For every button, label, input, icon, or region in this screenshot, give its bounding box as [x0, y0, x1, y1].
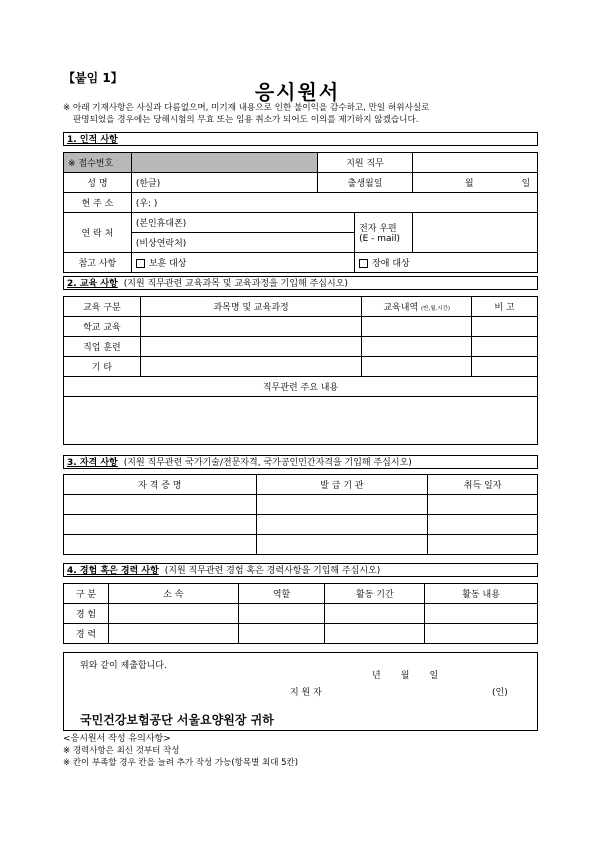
qual-cell[interactable] [256, 495, 428, 515]
edu-header-type: 교육 구분 [64, 297, 141, 317]
qual-cell[interactable] [64, 495, 257, 515]
applicant-label: 지 원 자 [290, 688, 322, 698]
birth-field[interactable] [412, 173, 537, 193]
edu-cell[interactable] [140, 357, 361, 377]
exp-header-content: 활동 내용 [425, 584, 538, 604]
edu-row-label: 직업 훈련 [64, 337, 141, 357]
edu-row-label: 기 타 [64, 357, 141, 377]
section-experience-header [63, 563, 538, 577]
note-item: ※ 칸이 부족할 경우 칸을 늘려 추가 작성 가능(항목별 최대 5칸) [63, 758, 299, 768]
page-title: 응시원서 [254, 80, 341, 104]
exp-header-period: 활동 기간 [325, 584, 425, 604]
edu-cell[interactable] [472, 337, 538, 357]
applied-job-label: 지원 직무 [318, 153, 413, 173]
edu-cell[interactable] [362, 337, 472, 357]
veteran-label: 보훈 대상 [148, 259, 187, 269]
section-title: 1. 인적 사항 [67, 135, 118, 145]
edu-header-note: 비 고 [472, 297, 538, 317]
month-label: 월 [464, 179, 474, 189]
section-title: 2. 교육 사항 [67, 279, 118, 289]
qual-cell[interactable] [256, 535, 428, 555]
exp-cell[interactable] [425, 604, 538, 624]
email-label-2: (E - mail) [359, 234, 401, 244]
closing-box [63, 652, 538, 731]
veteran-option[interactable] [131, 253, 354, 273]
section-subtitle: (지원 직무관련 경험 혹은 경력사항을 기입해 주십시오) [164, 566, 381, 576]
name-field[interactable] [131, 173, 317, 193]
section-subtitle: (지원 직무관련 국가기술/전문자격, 국가공인민간자격을 기입해 주십시오) [123, 458, 412, 468]
organization-name: 국민건강보험공단 서울요양원장 귀하 [80, 713, 274, 727]
exp-header-org: 소 속 [108, 584, 238, 604]
address-hint: (우: ) [135, 199, 158, 209]
edu-cell[interactable] [140, 317, 361, 337]
edu-cell[interactable] [362, 357, 472, 377]
exp-cell[interactable] [238, 624, 325, 644]
notice-text [63, 102, 543, 126]
personal-info-table [63, 152, 538, 273]
name-label: 성 명 [64, 173, 132, 193]
section-qualification-header [63, 455, 538, 469]
exp-header-type: 구 분 [64, 584, 109, 604]
edu-cell[interactable] [472, 317, 538, 337]
edu-header-course: 과목명 및 교육과정 [140, 297, 361, 317]
edu-cell[interactable] [140, 337, 361, 357]
qualification-table [63, 474, 538, 555]
exp-cell[interactable] [238, 604, 325, 624]
qual-header-date: 취득 일자 [428, 475, 538, 495]
birth-label: 출생월일 [318, 173, 413, 193]
section-subtitle: (지원 직무관련 교육과목 및 교육과정을 기입해 주십시오) [123, 279, 348, 289]
seal-label: (인) [492, 688, 508, 698]
qual-cell[interactable] [428, 515, 538, 535]
qual-cell[interactable] [64, 515, 257, 535]
exp-row-label: 경 력 [64, 624, 109, 644]
qual-cell[interactable] [428, 495, 538, 515]
exp-cell[interactable] [425, 624, 538, 644]
qual-header-issuer: 발 급 기 관 [256, 475, 428, 495]
education-table [63, 296, 538, 445]
edu-header-detail-unit: (반,월,시간) [421, 306, 451, 312]
contact-label: 연 락 처 [64, 213, 132, 253]
email-label-1: 전자 우편 [359, 224, 397, 234]
email-label [355, 213, 413, 253]
applied-job-field[interactable] [412, 153, 537, 173]
qual-cell[interactable] [64, 535, 257, 555]
notice-line-2: 판명되었을 경우에는 당해시험의 무효 또는 임용 취소가 되어도 이의를 제기하지 않겠습니다. [73, 115, 419, 125]
disability-checkbox[interactable] [359, 259, 368, 268]
edu-cell[interactable] [472, 357, 538, 377]
edu-header-detail [362, 297, 472, 317]
exp-cell[interactable] [108, 624, 238, 644]
edu-main-content-label: 직무관련 주요 내용 [64, 377, 538, 397]
section-education-header [63, 276, 538, 290]
section-title: 4. 경험 혹은 경력 사항 [67, 566, 159, 576]
qual-cell[interactable] [256, 515, 428, 535]
closing-statement: 위와 같이 제출합니다. [80, 661, 167, 671]
exp-header-role: 역할 [238, 584, 325, 604]
section-title: 3. 자격 사항 [67, 458, 118, 468]
address-field[interactable] [131, 193, 537, 213]
qual-cell[interactable] [428, 535, 538, 555]
ref-label: 참고 사항 [64, 253, 132, 273]
edu-main-content-field[interactable] [64, 397, 538, 445]
attachment-label: 【붙임 1】 [63, 71, 123, 85]
edu-cell[interactable] [362, 317, 472, 337]
exp-row-label: 경 험 [64, 604, 109, 624]
exp-cell[interactable] [325, 624, 425, 644]
note-item: ※ 경력사항은 최신 것부터 작성 [63, 746, 180, 756]
qual-header-name: 자 격 증 명 [64, 475, 257, 495]
address-label: 현 주 소 [64, 193, 132, 213]
closing-date: 년 월 일 [372, 671, 439, 681]
alt-phone-field[interactable] [131, 233, 354, 253]
disability-label: 장애 대상 [372, 259, 410, 269]
veteran-checkbox[interactable] [136, 259, 145, 268]
exp-cell[interactable] [325, 604, 425, 624]
mobile-field[interactable] [131, 213, 354, 233]
alt-phone-hint: (비상연락처) [135, 239, 187, 249]
disability-option[interactable] [355, 253, 538, 273]
receipt-no-field [131, 153, 317, 173]
notice-line-1: ※ 아래 기재사항은 사실과 다름없으며, 미기재 내용으로 인한 불이익을 감수하고, 만일 허위사실로 [63, 103, 430, 113]
notes-title: <응시원서 작성 유의사항> [63, 734, 171, 744]
day-label: 일 [521, 179, 531, 189]
notes [63, 733, 298, 769]
name-hint: (한글) [135, 179, 161, 189]
experience-table [63, 583, 538, 644]
edu-row-label: 학교 교육 [64, 317, 141, 337]
edu-header-detail-label: 교육내역 [383, 303, 419, 313]
email-field[interactable] [412, 213, 537, 253]
exp-cell[interactable] [108, 604, 238, 624]
receipt-no-label: ※ 접수번호 [64, 153, 132, 173]
section-personal-header [63, 132, 538, 146]
mobile-hint: (본인휴대폰) [135, 219, 187, 229]
